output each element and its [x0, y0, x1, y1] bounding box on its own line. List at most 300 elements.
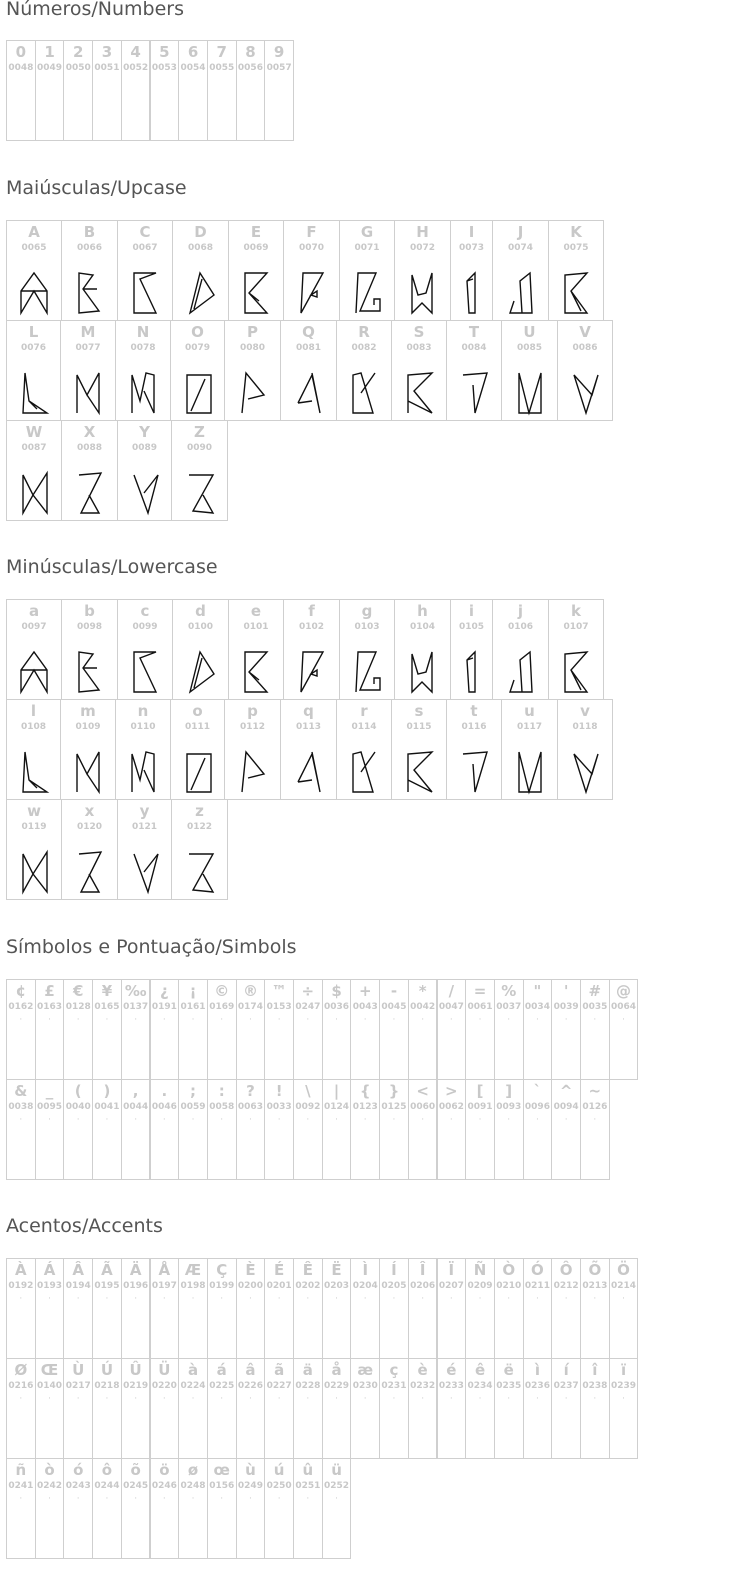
glyph-stroke — [79, 473, 101, 513]
font-glyph-x-icon — [75, 471, 105, 515]
character-label: ® — [242, 982, 258, 1000]
character-label: { — [359, 1082, 371, 1100]
font-glyph-y-icon — [130, 850, 160, 894]
glyph-cell — [63, 1079, 93, 1180]
character-code: 0069 — [243, 243, 269, 253]
character-label: Ã — [101, 1261, 113, 1279]
character-code: 0213 — [582, 1281, 608, 1291]
character-label: = — [473, 982, 487, 1000]
glyph-cell — [551, 979, 581, 1080]
character-code: 0205 — [381, 1281, 407, 1291]
glyph-cell — [264, 1358, 294, 1459]
character-code: 0226 — [237, 1381, 263, 1391]
glyph-cell — [63, 1358, 93, 1459]
glyph-cell — [350, 979, 380, 1080]
glyph-stroke — [77, 752, 99, 792]
glyph-cell — [121, 1458, 151, 1559]
glyph-cell — [121, 1358, 151, 1459]
glyph-stroke — [134, 652, 156, 692]
glyph-cell — [150, 1079, 180, 1180]
character-label: a — [28, 602, 40, 620]
glyph-stroke — [134, 475, 158, 513]
character-code: 0217 — [65, 1381, 91, 1391]
glyph-cell — [280, 699, 337, 800]
placeholder-dot: · — [363, 1394, 367, 1404]
glyph-cell — [523, 979, 553, 1080]
glyph-cell — [494, 1079, 524, 1180]
font-glyph-c-icon — [130, 271, 160, 315]
character-code: 0084 — [461, 343, 487, 353]
character-label: ~ — [588, 1082, 602, 1100]
character-label: x — [84, 802, 95, 820]
character-label: Õ — [588, 1261, 602, 1279]
character-label: " — [533, 982, 542, 1000]
character-code: 0089 — [131, 443, 158, 453]
character-label: â — [245, 1361, 256, 1379]
glyph-cell — [336, 699, 392, 800]
character-label: ¡ — [189, 982, 197, 1000]
character-code: 0107 — [563, 622, 589, 632]
character-label: è — [417, 1361, 428, 1379]
character-code: 0238 — [582, 1381, 608, 1391]
placeholder-dot: · — [191, 1394, 195, 1404]
placeholder-dot: · — [48, 1394, 51, 1404]
character-code: 0042 — [410, 1002, 436, 1012]
placeholder-dot: · — [536, 1015, 539, 1025]
character-code: 0128 — [65, 1002, 91, 1012]
glyph-cell — [236, 979, 266, 1080]
placeholder-dot: · — [277, 1015, 281, 1025]
font-glyph-l-icon — [19, 750, 49, 794]
placeholder-dot: · — [335, 1294, 338, 1304]
placeholder-dot: · — [335, 1115, 338, 1125]
character-label: © — [214, 982, 230, 1000]
glyph-cell — [446, 699, 502, 800]
character-label: & — [14, 1082, 28, 1100]
character-label: * — [418, 982, 427, 1000]
glyph-cell — [35, 979, 65, 1080]
character-label: # — [588, 982, 602, 1000]
character-label: ñ — [15, 1461, 27, 1479]
character-code: 0099 — [132, 622, 158, 632]
placeholder-dot: · — [162, 1494, 166, 1504]
character-code: 0048 — [8, 63, 34, 73]
character-label: . — [161, 1082, 168, 1100]
glyph-stroke — [408, 752, 432, 792]
placeholder-dot: · — [622, 1394, 625, 1404]
character-label: M — [80, 323, 96, 341]
glyph-cell — [6, 1079, 36, 1180]
placeholder-dot: · — [220, 1115, 224, 1125]
placeholder-dot: · — [48, 1494, 51, 1504]
placeholder-dot: · — [421, 1015, 425, 1025]
section-title: Maiúsculas/Upcase — [6, 177, 187, 199]
character-label: ! — [275, 1082, 283, 1100]
glyph-stroke — [565, 273, 587, 313]
glyph-cell — [280, 320, 337, 421]
character-label: _ — [45, 1082, 54, 1100]
character-code: 0195 — [94, 1281, 120, 1291]
placeholder-dot: · — [392, 1394, 396, 1404]
character-code: 0163 — [37, 1002, 63, 1012]
character-code: 0118 — [572, 722, 598, 732]
character-label: O — [191, 323, 204, 341]
placeholder-dot: · — [478, 1294, 482, 1304]
placeholder-dot: · — [277, 1294, 281, 1304]
character-code: 0123 — [352, 1102, 378, 1112]
character-label: p — [247, 702, 258, 720]
glyph-stroke — [187, 375, 211, 413]
character-code: 0234 — [467, 1381, 493, 1391]
character-label: ü — [331, 1461, 342, 1479]
character-code: 0122 — [186, 822, 213, 832]
glyph-stroke — [134, 273, 156, 313]
character-label: N — [136, 323, 150, 341]
section-title: Minúsculas/Lowercase — [6, 556, 218, 578]
character-code: 0038 — [8, 1102, 34, 1112]
character-code: 0161 — [180, 1002, 206, 1012]
glyph-cell — [178, 1458, 208, 1559]
character-label: Û — [129, 1361, 142, 1379]
character-label: q — [303, 702, 314, 720]
glyph-stroke — [510, 273, 532, 313]
glyph-cell — [580, 979, 610, 1080]
glyph-cell — [63, 40, 93, 141]
character-label: R — [358, 323, 370, 341]
glyph-stroke — [23, 373, 47, 413]
character-code: 0047 — [438, 1002, 464, 1012]
character-label: ' — [563, 982, 569, 1000]
character-label: w — [27, 802, 41, 820]
glyph-cell — [293, 979, 323, 1080]
glyph-cell — [207, 979, 237, 1080]
placeholder-dot: · — [191, 1294, 195, 1304]
glyph-cell — [35, 1458, 65, 1559]
glyph-cell — [171, 799, 228, 900]
character-label: ç — [389, 1361, 399, 1379]
glyph-cell — [557, 320, 613, 421]
character-label: ò — [44, 1461, 55, 1479]
glyph-cell — [379, 1258, 409, 1359]
character-code: 0119 — [21, 822, 47, 832]
glyph-cell — [6, 1258, 36, 1359]
glyph-cell — [450, 220, 493, 321]
character-label: £ — [44, 982, 55, 1000]
placeholder-dot: · — [249, 1494, 252, 1504]
character-label: û — [302, 1461, 314, 1479]
placeholder-dot: · — [335, 1494, 338, 1504]
character-code: 0077 — [75, 343, 101, 353]
character-label: Ù — [72, 1361, 85, 1379]
glyph-cell — [121, 1258, 151, 1359]
character-code: 0192 — [8, 1281, 34, 1291]
glyph-stroke — [242, 373, 264, 413]
glyph-stroke — [510, 652, 532, 692]
glyph-cell — [115, 699, 171, 800]
character-code: 0245 — [123, 1481, 149, 1491]
character-label: Ï — [448, 1261, 455, 1279]
character-code: 0191 — [151, 1002, 177, 1012]
placeholder-dot: · — [363, 1294, 367, 1304]
character-label: Z — [194, 423, 205, 441]
character-code: 0229 — [324, 1381, 350, 1391]
character-code: 0225 — [209, 1381, 235, 1391]
character-label: å — [331, 1361, 342, 1379]
glyph-stroke — [245, 273, 267, 313]
glyph-cell — [339, 220, 395, 321]
placeholder-dot: · — [162, 1015, 166, 1025]
character-code: 0244 — [94, 1481, 120, 1491]
character-code: 0212 — [553, 1281, 579, 1291]
character-code: 0043 — [352, 1002, 378, 1012]
glyph-stroke — [187, 754, 211, 792]
font-glyph-v-icon — [570, 750, 600, 794]
character-code: 0156 — [209, 1481, 235, 1491]
character-code: 0036 — [324, 1002, 350, 1012]
font-glyph-j-icon — [506, 271, 536, 315]
glyph-stroke — [132, 373, 154, 413]
character-code: 0050 — [65, 63, 91, 73]
glyph-stroke — [467, 273, 475, 313]
glyph-cell — [92, 1258, 122, 1359]
character-label: Ñ — [473, 1261, 487, 1279]
character-label: k — [571, 602, 581, 620]
font-glyph-d-icon — [186, 650, 216, 694]
character-code: 0052 — [123, 63, 149, 73]
placeholder-dot: · — [220, 1494, 224, 1504]
glyph-cell — [350, 1079, 380, 1180]
character-code: 0108 — [20, 722, 47, 732]
glyph-cell — [293, 1079, 323, 1180]
glyph-cell — [283, 599, 340, 700]
character-label: 5 — [159, 43, 170, 61]
character-label: Ç — [216, 1261, 228, 1279]
glyph-cell — [61, 599, 118, 700]
glyph-cell — [6, 220, 62, 321]
glyph-cell — [178, 1358, 208, 1459]
placeholder-dot: · — [622, 1015, 625, 1025]
placeholder-dot: · — [249, 1015, 252, 1025]
character-code: 0204 — [352, 1281, 378, 1291]
character-label: $ — [331, 982, 342, 1000]
character-label: Q — [302, 323, 315, 341]
character-code: 0227 — [266, 1381, 292, 1391]
placeholder-dot: · — [105, 1294, 109, 1304]
glyph-cell — [6, 1358, 36, 1459]
character-label: Ì — [362, 1261, 369, 1279]
character-code: 0092 — [295, 1102, 321, 1112]
placeholder-dot: · — [220, 1015, 224, 1025]
glyph-stroke — [301, 652, 323, 692]
glyph-cell — [494, 979, 524, 1080]
glyph-cell — [236, 1358, 266, 1459]
placeholder-dot: · — [593, 1015, 597, 1025]
glyph-cell — [609, 1258, 639, 1359]
character-label: i — [468, 602, 475, 620]
character-label: ê — [474, 1361, 486, 1379]
glyph-stroke — [298, 373, 320, 413]
glyph-cell — [121, 979, 151, 1080]
font-glyph-j-icon — [506, 650, 536, 694]
glyph-cell — [35, 1358, 65, 1459]
character-code: 0237 — [553, 1381, 579, 1391]
character-label: È — [245, 1261, 256, 1279]
placeholder-dot: · — [478, 1394, 482, 1404]
glyph-cell — [465, 1358, 495, 1459]
font-glyph-k-icon — [561, 271, 591, 315]
placeholder-dot: · — [162, 1394, 166, 1404]
character-code: 0039 — [553, 1002, 579, 1012]
character-label: € — [73, 982, 84, 1000]
character-label: A — [28, 223, 40, 241]
glyph-cell — [35, 40, 65, 141]
character-code: 0201 — [266, 1281, 292, 1291]
glyph-cell — [63, 1458, 93, 1559]
character-code: 0203 — [324, 1281, 350, 1291]
glyph-cell — [117, 420, 172, 521]
character-code: 0046 — [151, 1102, 177, 1112]
glyph-stroke — [412, 273, 432, 313]
character-code: 0037 — [496, 1002, 522, 1012]
glyph-cell — [170, 699, 225, 800]
glyph-cell — [207, 1079, 237, 1180]
glyph-stroke — [574, 375, 598, 413]
placeholder-dot: · — [449, 1294, 453, 1304]
font-glyph-g-icon — [352, 650, 382, 694]
character-code: 0070 — [298, 243, 325, 253]
character-label: Æ — [184, 1261, 202, 1279]
character-code: 0200 — [237, 1281, 263, 1291]
character-code: 0202 — [295, 1281, 321, 1291]
placeholder-dot: · — [249, 1394, 252, 1404]
character-label: 1 — [44, 43, 55, 61]
character-label: @ — [616, 982, 632, 1000]
glyph-cell — [350, 1258, 380, 1359]
glyph-cell — [350, 1358, 380, 1459]
character-label: 3 — [101, 43, 113, 61]
placeholder-dot: · — [134, 1015, 138, 1025]
glyph-stroke — [23, 473, 47, 513]
glyph-stroke — [519, 373, 541, 413]
character-label: u — [524, 702, 535, 720]
character-label: , — [132, 1082, 139, 1100]
placeholder-dot: · — [191, 1015, 195, 1025]
placeholder-dot: · — [536, 1294, 539, 1304]
glyph-stroke — [189, 854, 213, 892]
character-code: 0051 — [94, 63, 120, 73]
glyph-stroke — [356, 273, 380, 313]
placeholder-dot: · — [564, 1015, 568, 1025]
glyph-cell — [523, 1358, 553, 1459]
character-code: 0252 — [324, 1481, 350, 1491]
placeholder-dot: · — [507, 1294, 511, 1304]
glyph-cell — [492, 599, 549, 700]
glyph-stroke — [21, 652, 47, 692]
character-code: 0115 — [406, 722, 432, 732]
character-code: 0062 — [438, 1102, 464, 1112]
glyph-cell — [207, 1458, 237, 1559]
glyph-cell — [115, 320, 171, 421]
character-label: ? — [246, 1082, 255, 1100]
character-code: 0067 — [132, 243, 158, 253]
glyph-cell — [6, 1458, 36, 1559]
character-code: 0233 — [438, 1381, 464, 1391]
placeholder-dot: · — [220, 1394, 224, 1404]
character-code: 0078 — [130, 343, 156, 353]
glyph-cell — [408, 979, 438, 1080]
font-glyph-r-icon — [349, 371, 379, 415]
glyph-cell — [60, 699, 116, 800]
font-glyph-t-icon — [459, 750, 489, 794]
placeholder-dot: · — [277, 1394, 281, 1404]
character-code: 0231 — [381, 1381, 407, 1391]
character-label: Ø — [14, 1361, 28, 1379]
glyph-cell — [264, 1458, 294, 1559]
character-code: 0246 — [151, 1481, 177, 1491]
glyph-cell — [121, 40, 151, 141]
placeholder-dot: · — [421, 1394, 425, 1404]
font-glyph-n-icon — [128, 371, 158, 415]
character-code: 0137 — [123, 1002, 149, 1012]
placeholder-dot: · — [392, 1115, 396, 1125]
character-code: 0053 — [151, 63, 177, 73]
placeholder-dot: · — [507, 1015, 511, 1025]
glyph-cell — [6, 699, 61, 800]
character-label: F — [306, 223, 317, 241]
glyph-stroke — [353, 752, 375, 792]
glyph-cell — [437, 1258, 467, 1359]
character-label: Ú — [100, 1361, 114, 1379]
character-label: ó — [73, 1461, 84, 1479]
placeholder-dot: · — [478, 1115, 482, 1125]
glyph-cell — [207, 1358, 237, 1459]
character-label: r — [360, 702, 368, 720]
placeholder-dot: · — [76, 1294, 80, 1304]
character-label: E — [250, 223, 262, 241]
character-code: 0049 — [37, 63, 63, 73]
character-label: Ò — [502, 1261, 516, 1279]
glyph-cell — [551, 1258, 581, 1359]
placeholder-dot: · — [277, 1494, 281, 1504]
character-code: 0140 — [37, 1381, 63, 1391]
glyph-stroke — [408, 373, 432, 413]
character-label: 9 — [273, 43, 285, 61]
character-code: 0110 — [130, 722, 156, 732]
character-label: y — [139, 802, 150, 820]
character-label: 8 — [245, 43, 256, 61]
placeholder-dot: · — [19, 1294, 23, 1304]
glyph-cell — [6, 799, 62, 900]
glyph-cell — [548, 599, 604, 700]
glyph-cell — [35, 1258, 65, 1359]
glyph-cell — [63, 979, 93, 1080]
character-label: ( — [74, 1082, 82, 1100]
character-code: 0218 — [94, 1381, 120, 1391]
font-glyph-c-icon — [130, 650, 160, 694]
font-glyph-i-icon — [457, 271, 487, 315]
character-code: 0193 — [37, 1281, 63, 1291]
character-label: U — [523, 323, 536, 341]
character-code: 0072 — [409, 243, 436, 253]
font-glyph-i-icon — [457, 650, 487, 694]
character-label: Ë — [331, 1261, 342, 1279]
font-glyph-h-icon — [408, 271, 438, 315]
character-code: 0248 — [180, 1481, 206, 1491]
character-label: L — [28, 323, 39, 341]
character-code: 0228 — [295, 1381, 321, 1391]
glyph-cell — [437, 1079, 467, 1180]
character-label: b — [84, 602, 95, 620]
